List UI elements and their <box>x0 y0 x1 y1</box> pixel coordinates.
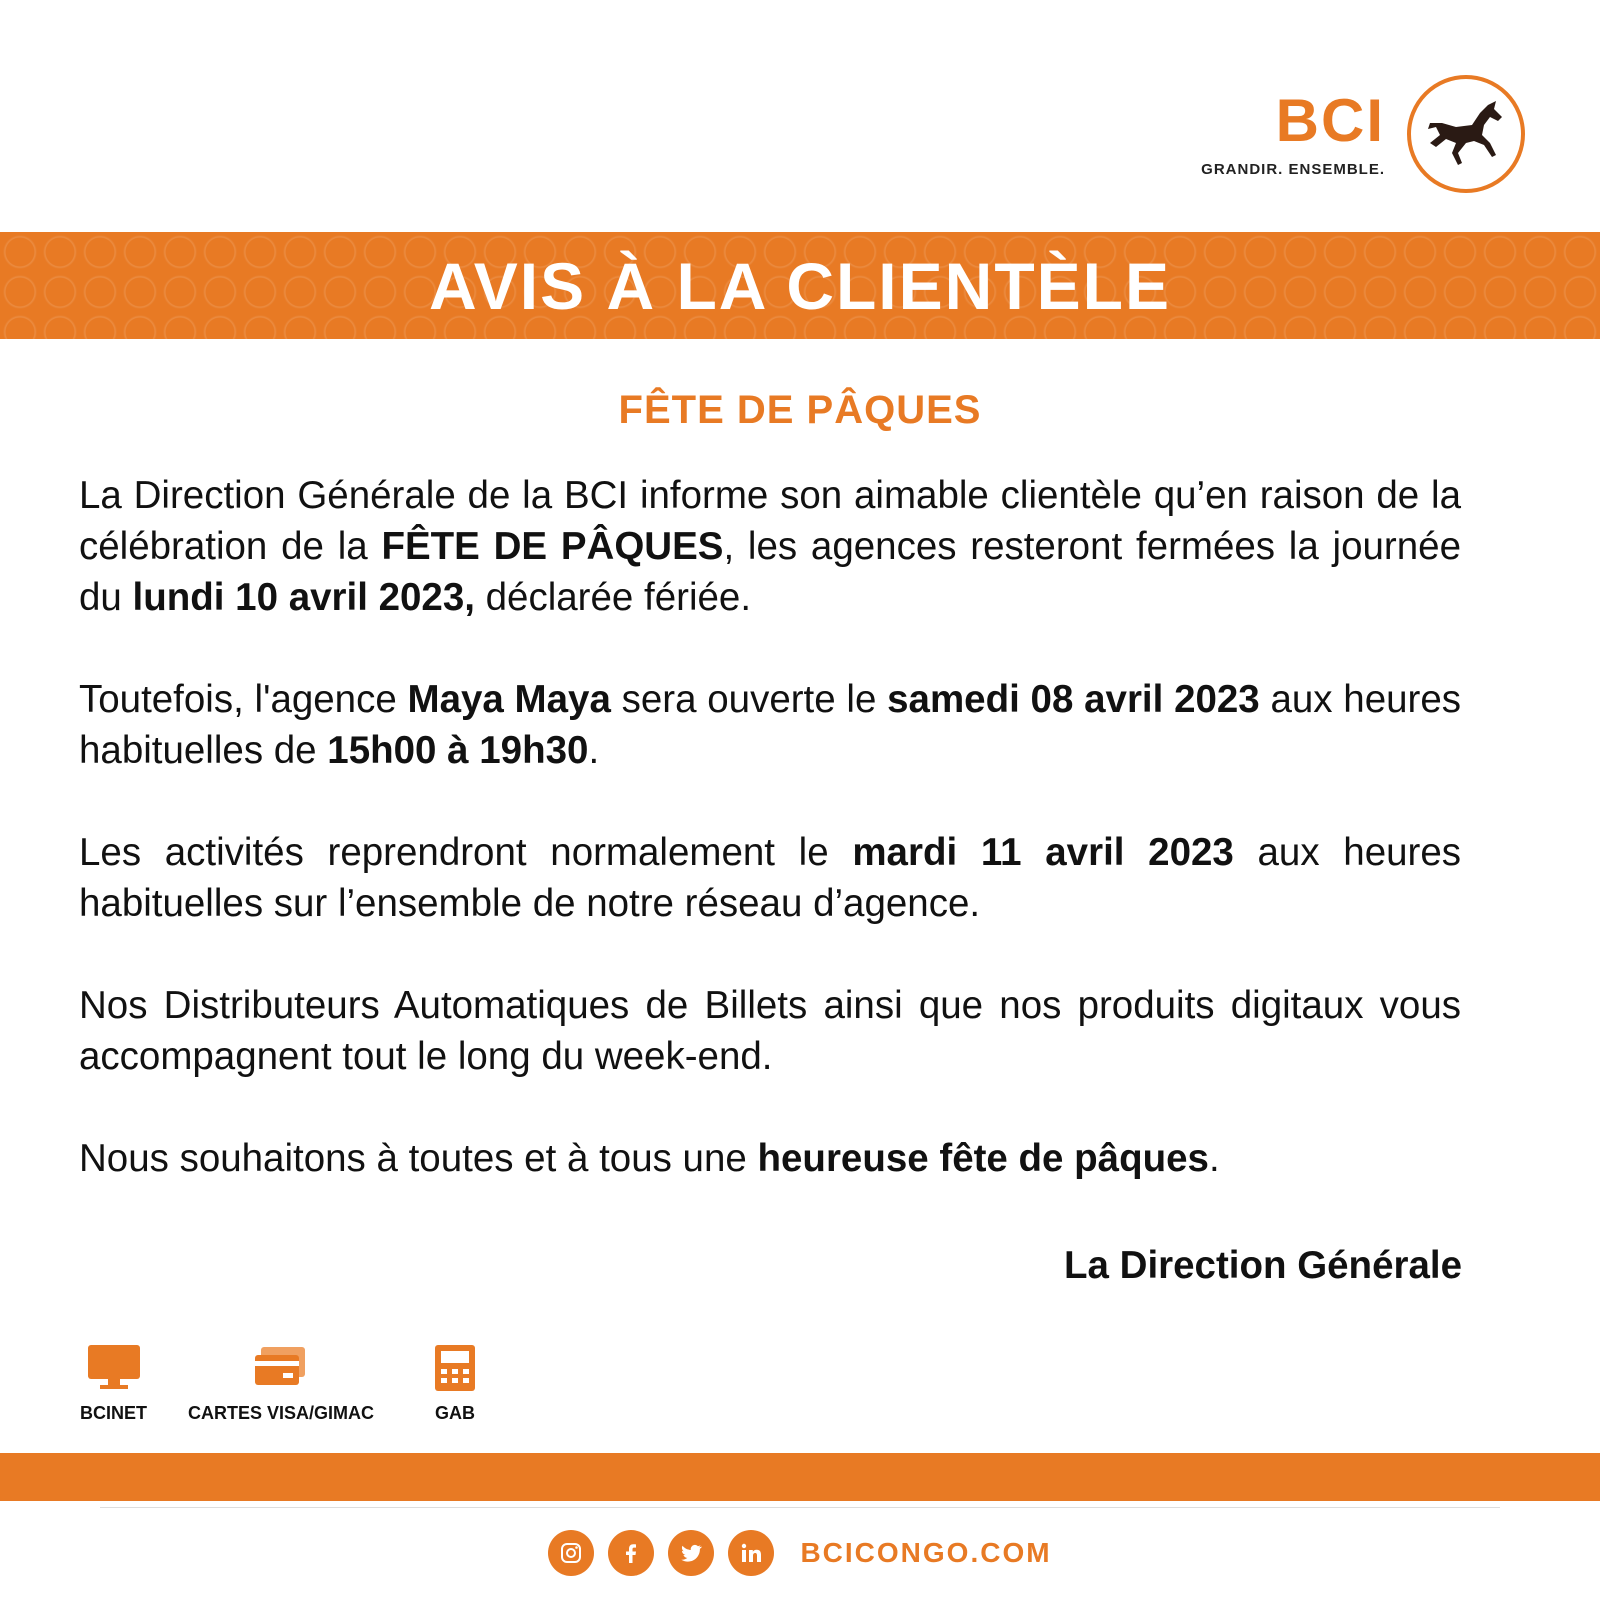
text-segment: La Direction Générale de la BCI informe son aimable clientèle qu’en raison de la célébration de la <box>79 474 1461 568</box>
brand-text <box>1201 86 1385 178</box>
text-segment: , les agences resteront fermées la journée du <box>79 525 1461 619</box>
text-segment: . <box>1208 1137 1220 1180</box>
bold-segment: samedi 08 avril 2023 <box>887 678 1260 721</box>
signature: La Direction Générale <box>1064 1244 1462 1287</box>
service-label: GAB <box>435 1403 475 1423</box>
paragraph-maya-maya <box>79 674 1461 776</box>
footer-bar <box>0 1453 1600 1501</box>
notice-body <box>79 470 1461 1235</box>
banner-title: AVIS À LA CLIENTÈLE <box>428 248 1172 323</box>
paragraph-closure <box>79 470 1461 623</box>
text-segment: aux heures habituelles de <box>79 678 1462 772</box>
bold-segment: mardi 11 avril 2023 <box>852 831 1234 874</box>
service-label: BCINET <box>80 1403 147 1423</box>
bold-segment: FÊTE DE PÂQUES <box>381 525 724 568</box>
instagram-icon[interactable] <box>548 1530 594 1576</box>
atm-icon <box>435 1345 475 1391</box>
text-segment: Les activités reprendront normalement le <box>79 831 853 874</box>
footer-links <box>0 1530 1600 1576</box>
bold-segment: 15h00 à 19h30 <box>327 729 589 772</box>
paragraph-wishes <box>79 1133 1461 1184</box>
linkedin-icon[interactable] <box>728 1530 774 1576</box>
horse-icon <box>1407 75 1525 193</box>
twitter-icon[interactable] <box>668 1530 714 1576</box>
text-segment: Nous souhaitons à toutes et à tous une <box>79 1137 758 1180</box>
notice-subtitle: FÊTE DE PÂQUES <box>618 388 982 432</box>
text-segment: déclarée fériée. <box>474 576 752 619</box>
text-segment: Toutefois, l'agence <box>79 678 408 721</box>
computer-monitor-icon <box>88 1345 140 1391</box>
credit-card-icon <box>255 1345 307 1391</box>
service-bcinet[interactable] <box>80 1345 147 1424</box>
text-segment: . <box>588 729 600 772</box>
service-gab[interactable] <box>435 1345 475 1424</box>
text-segment: aux heures habituelles sur l’ensemble de notre réseau d’agence. <box>79 831 1461 925</box>
brand-tagline: GRANDIR. ENSEMBLE. <box>1201 160 1385 178</box>
bold-segment: heureuse fête de pâques <box>757 1137 1209 1180</box>
footer-divider <box>100 1507 1500 1508</box>
paragraph-resume <box>79 827 1461 929</box>
facebook-icon[interactable] <box>608 1530 654 1576</box>
service-cards[interactable] <box>188 1345 374 1424</box>
service-label: CARTES VISA/GIMAC <box>188 1403 375 1423</box>
paragraph-digital <box>79 980 1461 1082</box>
website-link[interactable]: BCICONGO.COM <box>800 1537 1052 1568</box>
brand-logo <box>1201 75 1525 193</box>
text-segment: sera ouverte le <box>610 678 888 721</box>
header-banner <box>0 232 1600 339</box>
brand-name: BCI <box>1275 86 1385 154</box>
bold-segment: lundi 10 avril 2023, <box>132 576 475 619</box>
bold-segment: Maya Maya <box>407 678 611 721</box>
text-segment: Nos Distributeurs Automatiques de Billets ainsi que nos produits digitaux vous accompagnent tout le long du week-end. <box>79 984 1461 1078</box>
